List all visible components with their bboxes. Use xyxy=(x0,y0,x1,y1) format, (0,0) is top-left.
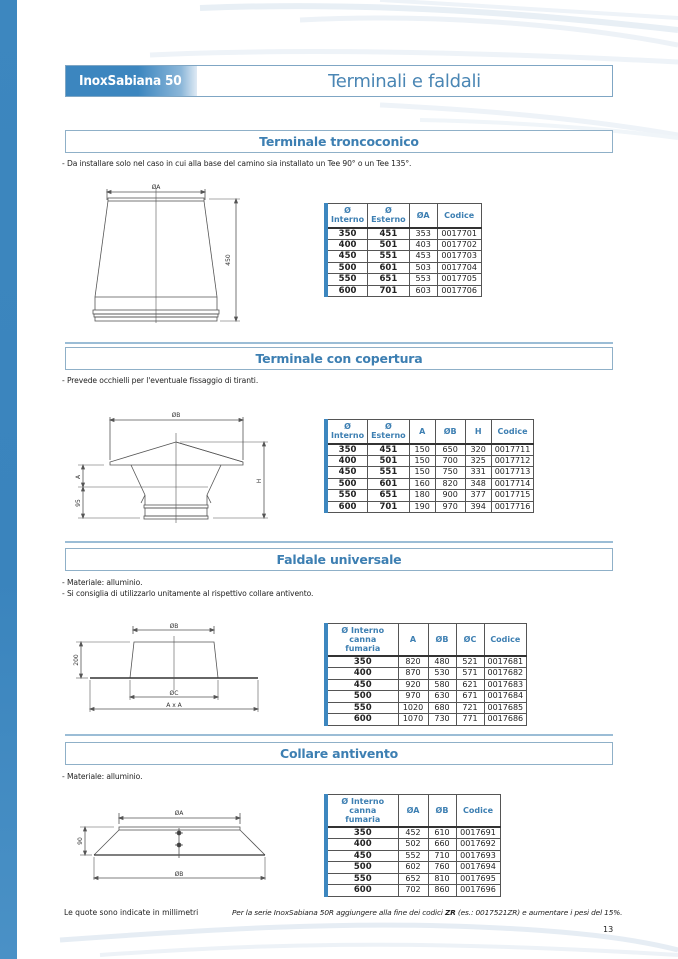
table-cell: 710 xyxy=(428,850,456,862)
column-header xyxy=(456,624,484,657)
table-cell: 0017711 xyxy=(491,444,534,456)
column-header xyxy=(456,795,500,828)
column-header-line: ØC xyxy=(463,635,477,644)
column-header-line: Codice xyxy=(444,210,475,220)
table-cell: 820 xyxy=(435,478,465,490)
table-cell: 450 xyxy=(326,850,398,862)
table-header-row xyxy=(326,420,534,444)
table-cell: 530 xyxy=(428,668,456,680)
column-header-line: ØA xyxy=(416,210,430,220)
column-header xyxy=(428,795,456,828)
section-note: - Materiale: alluminio. xyxy=(62,578,143,587)
table-cell: 900 xyxy=(435,490,465,502)
table-cell: 810 xyxy=(428,873,456,885)
table-cell: 771 xyxy=(456,714,484,726)
column-header-line: Ø xyxy=(344,422,351,432)
section-title-collare-antivento: Collare antivento xyxy=(65,742,613,765)
table-cell: 650 xyxy=(435,444,465,456)
table-cell: 160 xyxy=(409,478,435,490)
table-cell: 0017702 xyxy=(437,239,481,251)
left-accent-bar xyxy=(0,0,17,959)
page-header xyxy=(65,65,613,97)
column-header xyxy=(465,420,491,444)
column-header xyxy=(326,420,368,444)
page-number: 13 xyxy=(603,925,614,934)
column-header xyxy=(326,204,368,228)
table-cell: 0017703 xyxy=(437,251,481,263)
product-table-collare-antivento xyxy=(324,794,501,897)
footer-series-note-text-end: (es.: 0017521ZR) e aumentare i pesi del 15%. xyxy=(455,908,623,917)
table-cell: 0017704 xyxy=(437,262,481,274)
table-row xyxy=(326,850,500,862)
table-cell: 651 xyxy=(368,274,410,286)
table-row xyxy=(326,827,500,839)
table-cell: 331 xyxy=(465,467,491,479)
table-cell: 0017681 xyxy=(484,656,527,668)
section-title-terminale-troncoconico: Terminale troncoconico xyxy=(65,130,613,153)
table-cell: 550 xyxy=(326,702,398,714)
section-divider xyxy=(65,541,613,543)
table-cell: 0017692 xyxy=(456,839,500,851)
table-cell: 0017713 xyxy=(491,467,534,479)
column-header xyxy=(491,420,534,444)
table-cell: 450 xyxy=(326,467,368,479)
column-header-line: Esterno xyxy=(371,431,406,441)
column-header xyxy=(428,624,456,657)
section-divider xyxy=(65,734,613,736)
table-cell: 0017705 xyxy=(437,274,481,286)
table-cell: 502 xyxy=(398,839,428,851)
table-cell: 860 xyxy=(428,885,456,897)
table-cell: 552 xyxy=(398,850,428,862)
table-cell: 350 xyxy=(326,656,398,668)
table-row xyxy=(326,885,500,897)
table-cell: 0017694 xyxy=(456,862,500,874)
column-header xyxy=(409,420,435,444)
section-title-terminale-con-copertura: Terminale con copertura xyxy=(65,347,613,370)
table-cell: 353 xyxy=(409,228,437,240)
table-cell: 700 xyxy=(435,455,465,467)
column-header-line: A xyxy=(409,635,417,644)
footer-units-note: Le quote sono indicate in millimetri xyxy=(64,908,199,917)
section-title-faldale-universale: Faldale universale xyxy=(65,548,613,571)
table-cell: 501 xyxy=(368,455,410,467)
table-cell: 651 xyxy=(368,490,410,502)
column-header xyxy=(409,204,437,228)
table-cell: 702 xyxy=(398,885,428,897)
table-cell: 660 xyxy=(428,839,456,851)
table-cell: 0017683 xyxy=(484,679,527,691)
dimension-label: 95 xyxy=(75,499,82,507)
product-table-faldale-universale xyxy=(324,623,527,726)
table-row xyxy=(326,285,481,297)
table-cell: 760 xyxy=(428,862,456,874)
table-header-row xyxy=(326,795,500,828)
column-header-line: canna fumaria xyxy=(345,635,381,653)
table-cell: 0017693 xyxy=(456,850,500,862)
table-cell: 701 xyxy=(368,501,410,513)
table-row xyxy=(326,274,481,286)
drawing-terminale-troncoconico xyxy=(90,180,260,325)
table-header-row xyxy=(326,624,527,657)
table-row xyxy=(326,228,481,240)
table-cell: 400 xyxy=(326,668,398,680)
table-cell: 400 xyxy=(326,455,368,467)
table-row xyxy=(326,679,527,691)
column-header xyxy=(326,624,398,657)
table-cell: 600 xyxy=(326,285,368,297)
column-header-line: ØB xyxy=(435,635,449,644)
column-header-line: Codice xyxy=(490,635,521,644)
table-row xyxy=(326,862,500,874)
column-header xyxy=(326,795,398,828)
page-title: Terminali e faldali xyxy=(328,70,481,92)
table-cell: 0017685 xyxy=(484,702,527,714)
table-row xyxy=(326,691,527,703)
dimension-label: ØA xyxy=(151,184,161,191)
table-cell: 0017715 xyxy=(491,490,534,502)
table-cell: 150 xyxy=(409,467,435,479)
table-cell: 350 xyxy=(326,827,398,839)
table-cell: 500 xyxy=(326,862,398,874)
table-row xyxy=(326,702,527,714)
table-cell: 190 xyxy=(409,501,435,513)
table-cell: 0017714 xyxy=(491,478,534,490)
section-note: - Si consiglia di utilizzarlo unitamente al rispettivo collare antivento. xyxy=(62,589,314,598)
table-cell: 603 xyxy=(409,285,437,297)
column-header xyxy=(484,624,527,657)
footer-series-suffix: ZR xyxy=(444,908,456,917)
column-header xyxy=(368,204,410,228)
section-note: - Da installare solo nel caso in cui alla base del camino sia installato un Tee 90° o un Tee 135°. xyxy=(62,159,412,168)
table-cell: 571 xyxy=(456,668,484,680)
table-cell: 1020 xyxy=(398,702,428,714)
table-cell: 750 xyxy=(435,467,465,479)
table-cell: 621 xyxy=(456,679,484,691)
table-row xyxy=(326,444,534,456)
table-cell: 503 xyxy=(409,262,437,274)
table-row xyxy=(326,467,534,479)
dimension-label: 200 xyxy=(73,654,80,666)
column-header-line: canna fumaria xyxy=(345,806,381,824)
table-row xyxy=(326,239,481,251)
table-cell: 652 xyxy=(398,873,428,885)
table-row xyxy=(326,839,500,851)
table-cell: 820 xyxy=(398,656,428,668)
column-header-line: Ø Interno xyxy=(341,626,385,635)
table-cell: 451 xyxy=(368,444,410,456)
dimension-label: ØB xyxy=(171,412,181,419)
table-cell: 320 xyxy=(465,444,491,456)
dimension-label: 450 xyxy=(225,254,232,266)
table-cell: 553 xyxy=(409,274,437,286)
table-cell: 348 xyxy=(465,478,491,490)
table-cell: 600 xyxy=(326,885,398,897)
table-row xyxy=(326,455,534,467)
table-cell: 500 xyxy=(326,262,368,274)
table-cell: 550 xyxy=(326,490,368,502)
table-cell: 580 xyxy=(428,679,456,691)
column-header xyxy=(435,420,465,444)
table-cell: 0017712 xyxy=(491,455,534,467)
table-cell: 0017706 xyxy=(437,285,481,297)
table-cell: 0017691 xyxy=(456,827,500,839)
column-header-line: Ø xyxy=(384,422,392,432)
table-cell: 403 xyxy=(409,239,437,251)
table-cell: 600 xyxy=(326,501,368,513)
table-row xyxy=(326,478,534,490)
table-row xyxy=(326,873,500,885)
column-header-line: ØB xyxy=(443,426,457,436)
table-cell: 452 xyxy=(398,827,428,839)
table-cell: 180 xyxy=(409,490,435,502)
table-cell: 150 xyxy=(409,455,435,467)
table-cell: 400 xyxy=(326,239,368,251)
dimension-label: ØA xyxy=(174,810,184,817)
table-cell: 0017701 xyxy=(437,228,481,240)
table-row xyxy=(326,668,527,680)
table-cell: 377 xyxy=(465,490,491,502)
footer-series-note xyxy=(232,908,622,917)
table-cell: 550 xyxy=(326,873,398,885)
table-cell: 450 xyxy=(326,679,398,691)
dimension-label: ØB xyxy=(174,871,184,878)
table-cell: 970 xyxy=(398,691,428,703)
table-cell: 721 xyxy=(456,702,484,714)
column-header xyxy=(368,420,410,444)
column-header-line: Ø xyxy=(384,206,392,216)
table-cell: 150 xyxy=(409,444,435,456)
column-header-line: Ø xyxy=(344,206,351,216)
table-cell: 400 xyxy=(326,839,398,851)
table-row xyxy=(326,656,527,668)
table-cell: 610 xyxy=(428,827,456,839)
drawing-terminale-con-copertura xyxy=(68,405,268,525)
table-cell: 500 xyxy=(326,691,398,703)
table-cell: 602 xyxy=(398,862,428,874)
table-cell: 350 xyxy=(326,444,368,456)
table-row xyxy=(326,262,481,274)
table-cell: 453 xyxy=(409,251,437,263)
table-cell: 920 xyxy=(398,679,428,691)
column-header-line: Interno xyxy=(331,431,365,441)
dimension-label: ØB xyxy=(169,623,179,630)
column-header-line: ØB xyxy=(435,806,449,815)
table-cell: 701 xyxy=(368,285,410,297)
table-header-row xyxy=(326,204,481,228)
dimension-label: A xyxy=(75,474,82,480)
table-cell: 394 xyxy=(465,501,491,513)
product-table-terminale-con-copertura xyxy=(324,419,534,513)
section-divider xyxy=(65,342,613,344)
column-header xyxy=(398,795,428,828)
table-cell: 1070 xyxy=(398,714,428,726)
table-row xyxy=(326,501,534,513)
table-cell: 0017682 xyxy=(484,668,527,680)
table-cell: 480 xyxy=(428,656,456,668)
table-cell: 325 xyxy=(465,455,491,467)
table-cell: 0017684 xyxy=(484,691,527,703)
table-cell: 680 xyxy=(428,702,456,714)
table-cell: 730 xyxy=(428,714,456,726)
footer-series-note-text: Per la serie InoxSabiana 50R aggiungere alla fine dei codici xyxy=(232,908,445,917)
table-cell: 451 xyxy=(368,228,410,240)
dimension-label: ØC xyxy=(169,690,179,697)
section-note: - Prevede occhielli per l'eventuale fissaggio di tiranti. xyxy=(62,376,259,385)
column-header-line: Codice xyxy=(497,426,528,436)
table-cell: 0017686 xyxy=(484,714,527,726)
column-header-line: Codice xyxy=(462,806,493,815)
background-wave-top xyxy=(0,0,678,70)
dimension-label: A x A xyxy=(166,702,182,709)
table-cell: 551 xyxy=(368,251,410,263)
table-cell: 600 xyxy=(326,714,398,726)
table-cell: 0017695 xyxy=(456,873,500,885)
table-cell: 970 xyxy=(435,501,465,513)
brand-label: InoxSabiana 50 xyxy=(66,66,197,96)
table-cell: 601 xyxy=(368,262,410,274)
table-cell: 501 xyxy=(368,239,410,251)
table-row xyxy=(326,251,481,263)
drawing-collare-antivento xyxy=(68,798,268,888)
table-cell: 551 xyxy=(368,467,410,479)
table-row xyxy=(326,490,534,502)
table-cell: 601 xyxy=(368,478,410,490)
table-cell: 0017716 xyxy=(491,501,534,513)
table-cell: 0017696 xyxy=(456,885,500,897)
table-cell: 870 xyxy=(398,668,428,680)
column-header xyxy=(398,624,428,657)
column-header-line: Esterno xyxy=(371,215,406,225)
table-cell: 350 xyxy=(326,228,368,240)
column-header xyxy=(437,204,481,228)
table-cell: 450 xyxy=(326,251,368,263)
column-header-line: Interno xyxy=(331,215,365,225)
column-header-line: ØA xyxy=(406,806,420,815)
table-cell: 500 xyxy=(326,478,368,490)
column-header-line: H xyxy=(474,426,482,436)
product-table-terminale-troncoconico xyxy=(324,203,482,297)
column-header-line: Ø Interno xyxy=(341,797,385,806)
section-note: - Materiale: alluminio. xyxy=(62,772,143,781)
dimension-label: H xyxy=(256,478,263,484)
table-cell: 671 xyxy=(456,691,484,703)
dimension-label: 90 xyxy=(77,837,84,845)
drawing-faldale-universale xyxy=(68,620,268,715)
table-cell: 630 xyxy=(428,691,456,703)
table-cell: 521 xyxy=(456,656,484,668)
table-row xyxy=(326,714,527,726)
column-header-line: A xyxy=(419,426,426,436)
table-cell: 550 xyxy=(326,274,368,286)
